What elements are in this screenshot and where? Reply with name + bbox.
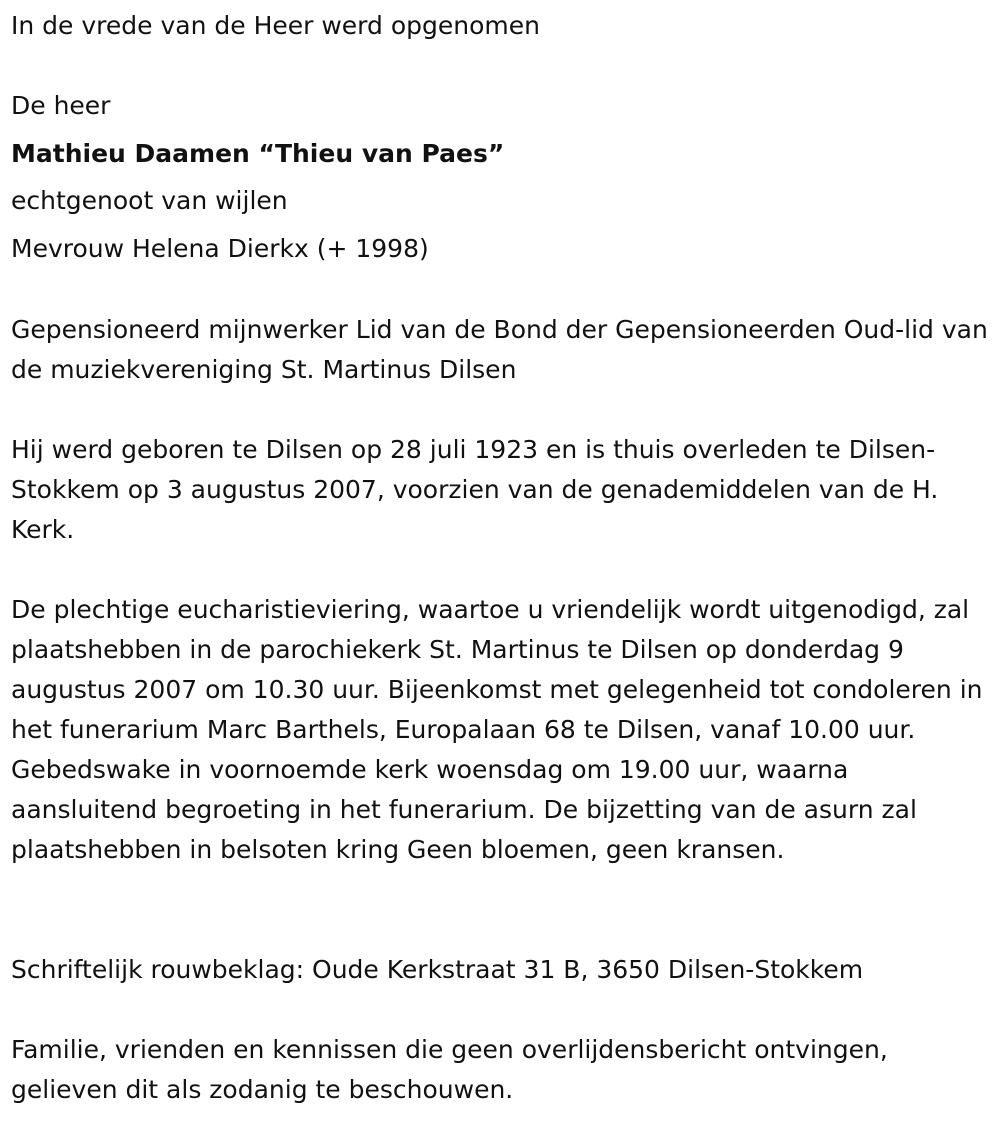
relation-text: echtgenoot van wijlen [11, 186, 288, 215]
funeral-paragraph: De plechtige eucharistieviering, waartoe u vriendelijk wordt uitgenodigd, zal plaatshebben in de parochiekerk St. Martinus te Dilsen op donderdag 9 augustus 2007 om 10.30 uur. Bijeenkomst met gelegenheid tot condoleren in het funerarium Marc Barthels, Europalaan 68 te Dilsen, vanaf 10.00 uur. Gebedswake in voornoemde kerk woensdag om 19.00 uur, waarna aansluitend begroeting in het funerarium. De bijzetting van de asurn zal plaatshebben in belsoten kring Geen bloemen, geen kransen. [11, 595, 983, 864]
birth-death-paragraph: Hij werd geboren te Dilsen op 28 juli 1923 en is thuis overleden te Dilsen-Stokkem op 3 augustus 2007, voorzien van de genademiddelen van de H. Kerk. [11, 435, 939, 544]
occupation-paragraph: Gepensioneerd mijnwerker Lid van de Bond der Gepensioneerden Oud-lid van de muziekvereniging St. Martinus Dilsen [11, 315, 988, 384]
closing-paragraph: Familie, vrienden en kennissen die geen overlijdensbericht ontvingen, gelieven dit als zodanig te beschouwen. [11, 1035, 888, 1104]
spouse-text: Mevrouw Helena Dierkx (+ 1998) [11, 234, 429, 263]
intro-text: In de vrede van de Heer werd opgenomen [11, 11, 540, 40]
salutation-text: De heer [11, 91, 111, 120]
deceased-name: Mathieu Daamen “Thieu van Paes” [11, 139, 505, 168]
condolence-address: Schriftelijk rouwbeklag: Oude Kerkstraat 31 B, 3650 Dilsen-Stokkem [11, 955, 864, 984]
